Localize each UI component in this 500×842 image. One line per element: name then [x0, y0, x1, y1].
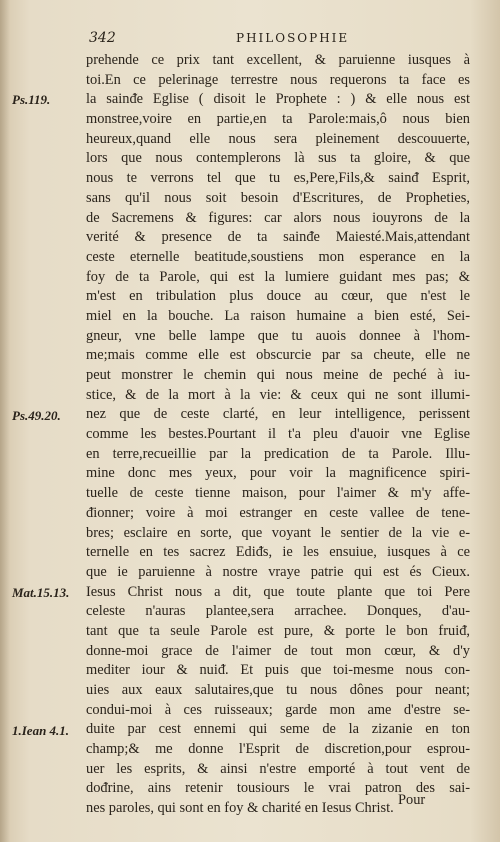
- running-title: PHILOSOPHIE: [236, 31, 350, 45]
- text-line: gneur, vne belle lampe que tu auois donnee à l'hom-: [86, 327, 470, 344]
- text-line: lors que nous contemplerons là sus ta gloire, & que: [86, 150, 470, 167]
- text-line: donne-moi grace de l'aimer de tout mon cœur, & d'y: [86, 642, 470, 659]
- text-line: la sainᵭe Eglise ( disoit le Prophete : ) & elle nous est: [86, 91, 470, 108]
- text-line: ᵭionner; voire à moi estranger en ceste vallee de tene-: [86, 504, 470, 521]
- text-line: verité & presence de ta sainᵭe Maiesté.Mais,attendant: [86, 229, 470, 246]
- text-line: toi.En ce pelerinage terrestre nous requerons ta face es: [86, 71, 470, 88]
- text-line: sans qu'il nous soit besoin d'Escritures, de Propheties,: [86, 189, 470, 206]
- text-line: heureux,quand elle nous sera pleinement descouuerte,: [86, 130, 470, 147]
- text-line: de Sacremens & figures: car alors nous iouyrons de la: [86, 209, 470, 226]
- text-line: nous te verrons tel que tu es,Pere,Fils,& sainᵭ Esprit,: [86, 170, 470, 187]
- page-header: [86, 30, 468, 48]
- text-line: mediter iour & nuiᵭ. Et puis que toi-mesme nous con-: [86, 662, 470, 679]
- text-line: ternelle en tes sacrez Ediᵭs, ie les ensuiue, iusques à ce: [86, 544, 470, 561]
- text-line: tant que ta seule Parole est pure, & porte le bon fruiᵭ,: [86, 622, 470, 639]
- text-line: uer les esprits, & ainsi n'estre emporté à tout vent de: [86, 760, 470, 777]
- margin-note: 1.Iean 4.1.: [12, 722, 70, 738]
- text-line: nez que de ceste clarté, en leur intelligence, perissent: [86, 406, 470, 423]
- text-line: doᵭrine, ains retenir tousiours le vrai patron des sai-: [86, 780, 470, 797]
- text-line: mine donc mes yeux, pour voir la magnificence spiri-: [86, 465, 470, 482]
- text-line: que ie paruienne à nostre vraye patrie qui est és Cieux.: [86, 563, 470, 580]
- text-line: prehende ce prix tant excellent, & paruienne iusques à: [86, 52, 470, 68]
- margin-note: Ps.119.: [12, 92, 51, 108]
- text-line: stice, & de la mort à la vie: & ceux qui ne sont illumi-: [86, 386, 470, 403]
- body-text: [86, 51, 470, 819]
- text-line: ceste eternelle beatitude,soustiens mon esperance en la: [86, 248, 470, 265]
- text-line: celeste n'auras plantee,sera arrachee. Donques, d'au-: [86, 603, 470, 620]
- text-line: Iesus Christ nous a dit, que toute plante que toi Pere: [86, 583, 470, 600]
- text-line: uies aux eaux salutaires,que tu nous dônes pour neant;: [86, 682, 470, 698]
- text-line: monstree,voire en partie,en ta Parole:mais,ô nous bien: [86, 111, 470, 128]
- margin-note: Mat.15.13.: [12, 584, 70, 600]
- text-line: condui-moi à ces ruisseaux; garde mon ame d'estre se-: [86, 701, 470, 718]
- page-number: 342: [89, 30, 116, 46]
- gutter-shadow: [0, 0, 10, 842]
- text-line: en terre,recueillie par la predication de ta Parole. Illu-: [86, 445, 470, 462]
- text-line: miel en la bouche. La raison humaine a bien esté, Sei-: [86, 307, 470, 324]
- text-line: champ;& me donne l'Esprit de discretion,pour esprou-: [86, 741, 470, 758]
- text-line: me;mais comme elle est obscurcie par sa cheute, elle ne: [86, 347, 470, 364]
- text-line: foy de ta Parole, qui est la lumiere guidant mes pas; &: [86, 268, 470, 285]
- text-line: tuelle de ceste tienne maison, pour l'aimer & m'y affe-: [86, 485, 470, 502]
- text-line: peut monstrer le chemin qui nous meine de peché à iu-: [86, 367, 470, 383]
- margin-note: Ps.49.20.: [12, 407, 61, 423]
- text-line: bres; esclaire en sorte, que voyant le sentier de la vie e-: [86, 524, 470, 541]
- catchword: Pour: [398, 792, 426, 808]
- text-line: nes paroles, qui sont en foy & charité en Iesus Christ.: [86, 800, 394, 817]
- text-line: duite par cest ennemi qui seme de la zizanie en ton: [86, 721, 470, 738]
- text-line: m'est en tribulation plus douce au cœur, que n'est le: [86, 288, 470, 305]
- text-line: comme les bestes.Pourtant il t'a pleu d'auoir vne Eglise: [86, 426, 470, 443]
